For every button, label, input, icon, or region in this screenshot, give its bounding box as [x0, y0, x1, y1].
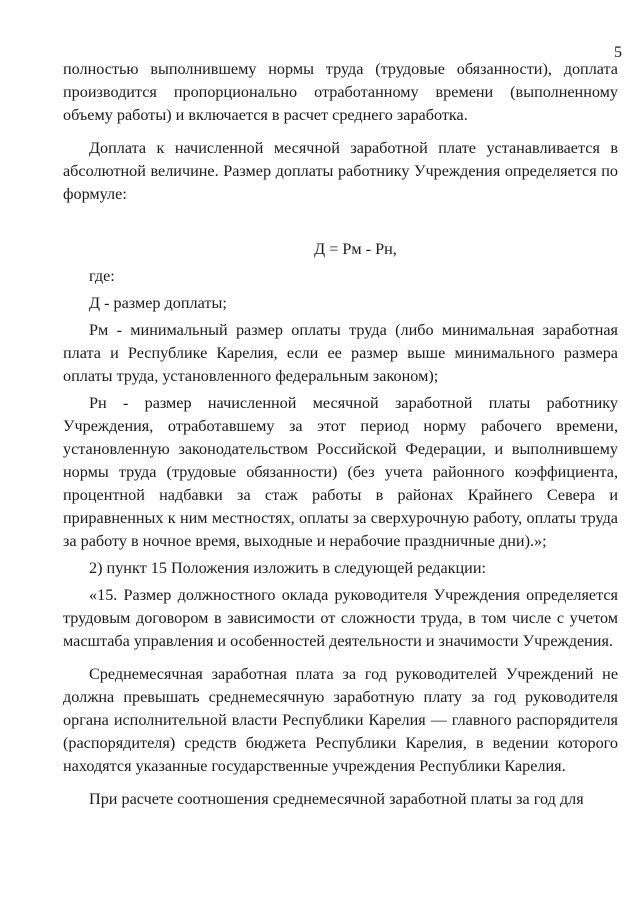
page-number: 5 — [614, 44, 622, 61]
paragraph-average-salary: Среднемесячная заработная плата за год руководителей Учреждений не должна превышать среднемесячную заработную плату за год руководителя органа исполнительной власти Республики Карелия — главного распорядителя (распорядителя) средств бюджета Республики Карелия, в ведении которого находятся указанные государственные учреждения Республики Карелия. — [63, 665, 618, 775]
paragraph-doplata: Доплата к начисленной месячной заработной плате устанавливается в абсолютной величине. Размер доплаты работнику Учреждения определяется по формуле: — [63, 139, 618, 203]
definition-d: Д - размер доплаты; — [89, 294, 227, 312]
formula-where-label: где: — [89, 267, 115, 285]
list-item-2: 2) пункт 15 Положения изложить в следующей редакции: — [89, 559, 486, 577]
document-body — [63, 58, 618, 811]
definition-rn: Рн - размер начисленной месячной заработной платы работнику Учреждения, отработавшему за этот период норму рабочего времени, установленную законодательством Российской Федерации, и выполнившему нормы труда (трудовые обязанности) (без учета районного коэффициента, процентной надбавки за стаж работы в районах Крайнего Севера и приравненных к ним местностях, оплаты за сверхурочную работу, оплаты труда за работу в ночное время, выходные и нерабочие праздничные дни).»; — [63, 394, 618, 550]
formula: Д = Рм - Рн, — [314, 240, 397, 258]
definition-rm: Рм - минимальный размер оплаты труда (либо минимальная заработная плата и Республике Карелия, если ее размер выше минимального размера оплаты труда, установленного федеральным законом); — [63, 321, 618, 385]
paragraph-continuation: полностью выполнившему нормы труда (трудовые обязанности), доплата производится пропорционально отработанному времени (выполненному объему работы) и включается в расчет среднего заработка. — [63, 60, 618, 124]
paragraph-item-15: «15. Размер должностного оклада руководителя Учреждения определяется трудовым договором в зависимости от сложности труда, в том числе с учетом масштаба управления и особенностей деятельности и значимости Учреждения. — [63, 586, 618, 650]
paragraph-calculation: При расчете соотношения среднемесячной заработной платы за год для — [89, 790, 584, 808]
